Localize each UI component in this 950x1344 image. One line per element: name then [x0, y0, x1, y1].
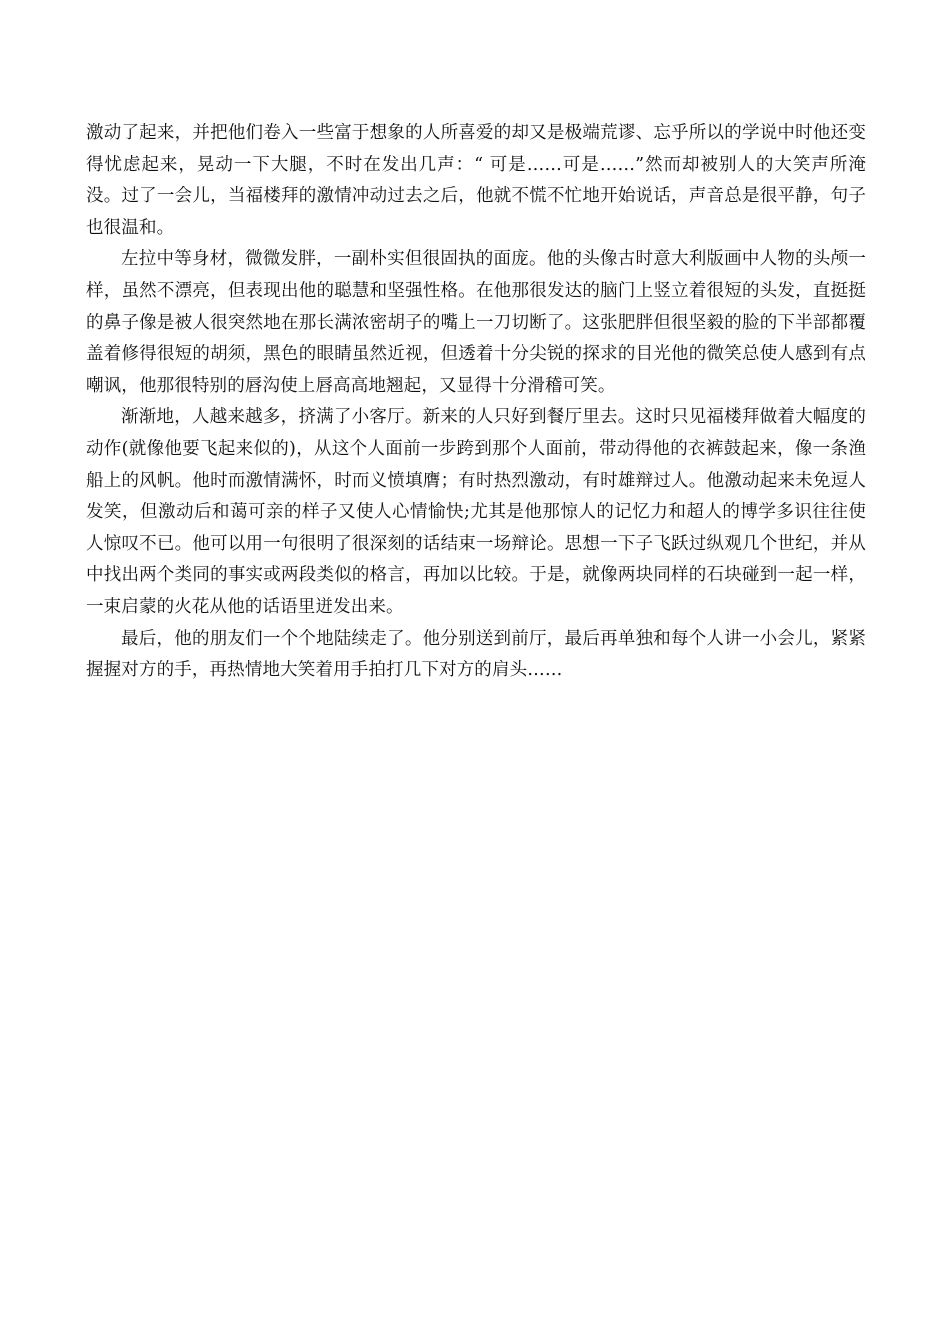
document-page: [86, 118, 866, 687]
paragraph-2: 左拉中等身材，微微发胖，一副朴实但很固执的面庞。他的头像古时意大利版画中人物的头颅一样，虽然不漂亮，但表现出他的聪慧和坚强性格。在他那很发达的脑门上竖立着很短的头发，直挺挺的鼻子像是被人很突然地在那长满浓密胡子的嘴上一刀切断了。这张肥胖但很坚毅的脸的下半部都覆盖着修得很短的胡须，黑色的眼睛虽然近视，但透着十分尖锐的探求的目光他的微笑总使人感到有点嘲讽，他那很特别的唇沟使上唇高高地翘起，又显得十分滑稽可笑。: [86, 249, 866, 396]
paragraph-3: 渐渐地，人越来越多，挤满了小客厅。新来的人只好到餐厅里去。这时只见福楼拜做着大幅度的动作(就像他要飞起来似的)，从这个人面前一步跨到那个人面前，带动得他的衣裤鼓起来，像一条渔船上的风帆。他时而激情满怀，时而义愤填膺；有时热烈激动，有时雄辩过人。他激动起来未免逗人发笑，但激动后和蔼可亲的样子又使人心情愉快;尤其是他那惊人的记忆力和超人的博学多识往往使人惊叹不已。他可以用一句很明了很深刻的话结束一场辩论。思想一下子飞跃过纵观几个世纪，并从中找出两个类同的事实或两段类似的格言，再加以比较。于是，就像两块同样的石块碰到一起一样，一束启蒙的火花从他的话语里迸发出来。: [86, 407, 866, 617]
paragraph-1: 激动了起来，并把他们卷入一些富于想象的人所喜爱的却又是极端荒谬、忘乎所以的学说中时他还变得忧虑起来，晃动一下大腿，不时在发出几声：“ 可是……可是……”然而却被别人的大笑声所淹没。过了一会儿，当福楼拜的激情冲动过去之后，他就不慌不忙地开始说话，声音总是很平静，句子也很温和。: [86, 123, 866, 238]
paragraph-4: 最后，他的朋友们一个个地陆续走了。他分别送到前厅，最后再单独和每个人讲一小会儿，紧紧握握对方的手，再热情地大笑着用手拍打几下对方的肩头……: [86, 628, 866, 681]
